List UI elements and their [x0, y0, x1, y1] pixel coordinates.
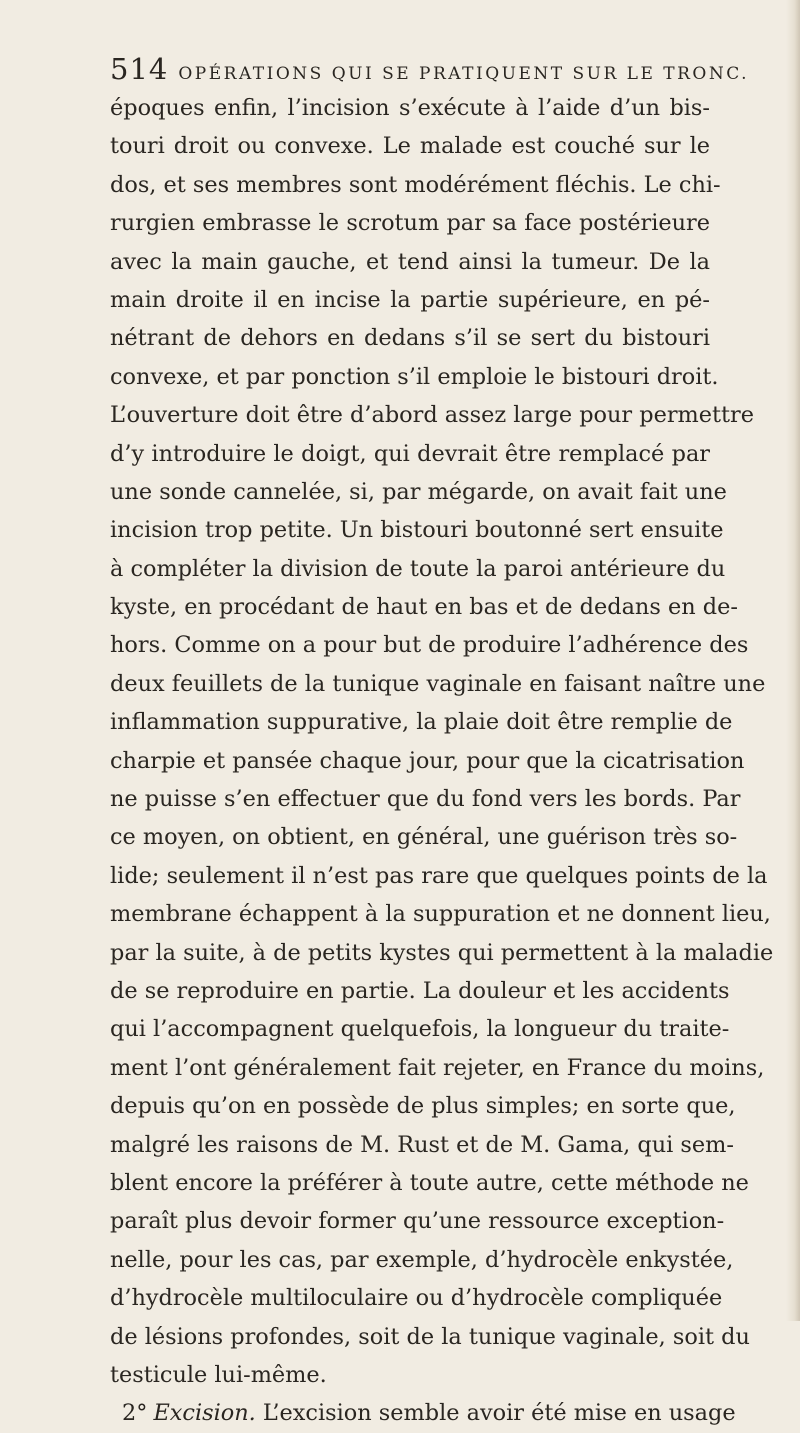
- text-line: une sonde cannelée, si, par mégarde, on avait fait une: [110, 478, 727, 505]
- page-edge: [786, 0, 800, 1321]
- text-line: malgré les raisons de M. Rust et de M. Gama, qui sem-: [110, 1131, 734, 1158]
- text-line: L’ouverture doit être d’abord assez large pour permettre: [110, 402, 754, 429]
- text-line: époques enfin, l’incision s’exécute à l’aide d’un bis-: [110, 95, 710, 121]
- text-line: deux feuillets de la tunique vaginale en faisant naître une: [110, 670, 766, 697]
- section-title: Excision.: [153, 1400, 256, 1427]
- text-line: lide; seulement il n’est pas rare que quelques points de la: [110, 862, 768, 889]
- page-number: 514: [110, 52, 169, 86]
- text-line: de lésions profondes, soit de la tunique vaginale, soit du: [110, 1323, 750, 1350]
- text-line: dos, et ses membres sont modérément fléchis. Le chi-: [110, 171, 721, 198]
- body-text: [110, 89, 774, 1433]
- text-line: incision trop petite. Un bistouri boutonné sert ensuite: [110, 517, 724, 544]
- text-line: membrane échappent à la suppuration et ne donnent lieu,: [110, 901, 771, 928]
- text-line: nétrant de dehors en dedans s’il se sert du bistouri: [110, 325, 710, 352]
- section-heading-line: [110, 1394, 736, 1432]
- text-line: rurgien embrasse le scrotum par sa face postérieure: [110, 210, 710, 237]
- text-line: ment l’ont généralement fait rejeter, en France du moins,: [110, 1054, 765, 1081]
- text-line: de se reproduire en partie. La douleur et les accidents: [110, 977, 730, 1004]
- text-line: inflammation suppurative, la plaie doit être remplie de: [110, 709, 733, 736]
- text-line: nelle, pour les cas, par exemple, d’hydrocèle enkystée,: [110, 1246, 734, 1273]
- section-number: 2°: [122, 1400, 148, 1427]
- section-text: L’excision semble avoir été mise en usage: [262, 1400, 736, 1427]
- text-line: d’hydrocèle multiloculaire ou d’hydrocèle compliquée: [110, 1285, 723, 1312]
- text-line: depuis qu’on en possède de plus simples; en sorte que,: [110, 1093, 736, 1120]
- text-line: qui l’accompagnent quelquefois, la longueur du traite-: [110, 1016, 730, 1043]
- text-line: blent encore la préférer à toute autre, cette méthode ne: [110, 1169, 749, 1196]
- running-head: OPÉRATIONS QUI SE PRATIQUENT SUR LE TRONC.: [178, 64, 750, 84]
- text-line: testicule lui-même.: [110, 1361, 327, 1388]
- text-line: charpie et pansée chaque jour, pour que la cicatrisation: [110, 747, 745, 774]
- text-line: avec la main gauche, et tend ainsi la tumeur. De la: [110, 248, 710, 275]
- text-line: touri droit ou convexe. Le malade est couché sur le: [110, 133, 710, 160]
- text-line: ce moyen, on obtient, en général, une guérison très so-: [110, 824, 738, 851]
- text-line: main droite il en incise la partie supérieure, en pé-: [110, 286, 710, 313]
- text-line: paraît plus devoir former qu’une ressource exception-: [110, 1208, 725, 1235]
- text-line: ne puisse s’en effectuer que du fond vers les bords. Par: [110, 786, 741, 813]
- text-line: convexe, et par ponction s’il emploie le bistouri droit.: [110, 363, 719, 390]
- text-line: d’y introduire le doigt, qui devrait être remplacé par: [110, 440, 710, 467]
- text-line: par la suite, à de petits kystes qui permettent à la maladie: [110, 939, 774, 966]
- text-line: kyste, en procédant de haut en bas et de dedans en de-: [110, 594, 738, 621]
- text-line: hors. Comme on a pour but de produire l’adhérence des: [110, 632, 749, 659]
- page-header: [110, 52, 750, 86]
- text-line: à compléter la division de toute la paroi antérieure du: [110, 555, 726, 582]
